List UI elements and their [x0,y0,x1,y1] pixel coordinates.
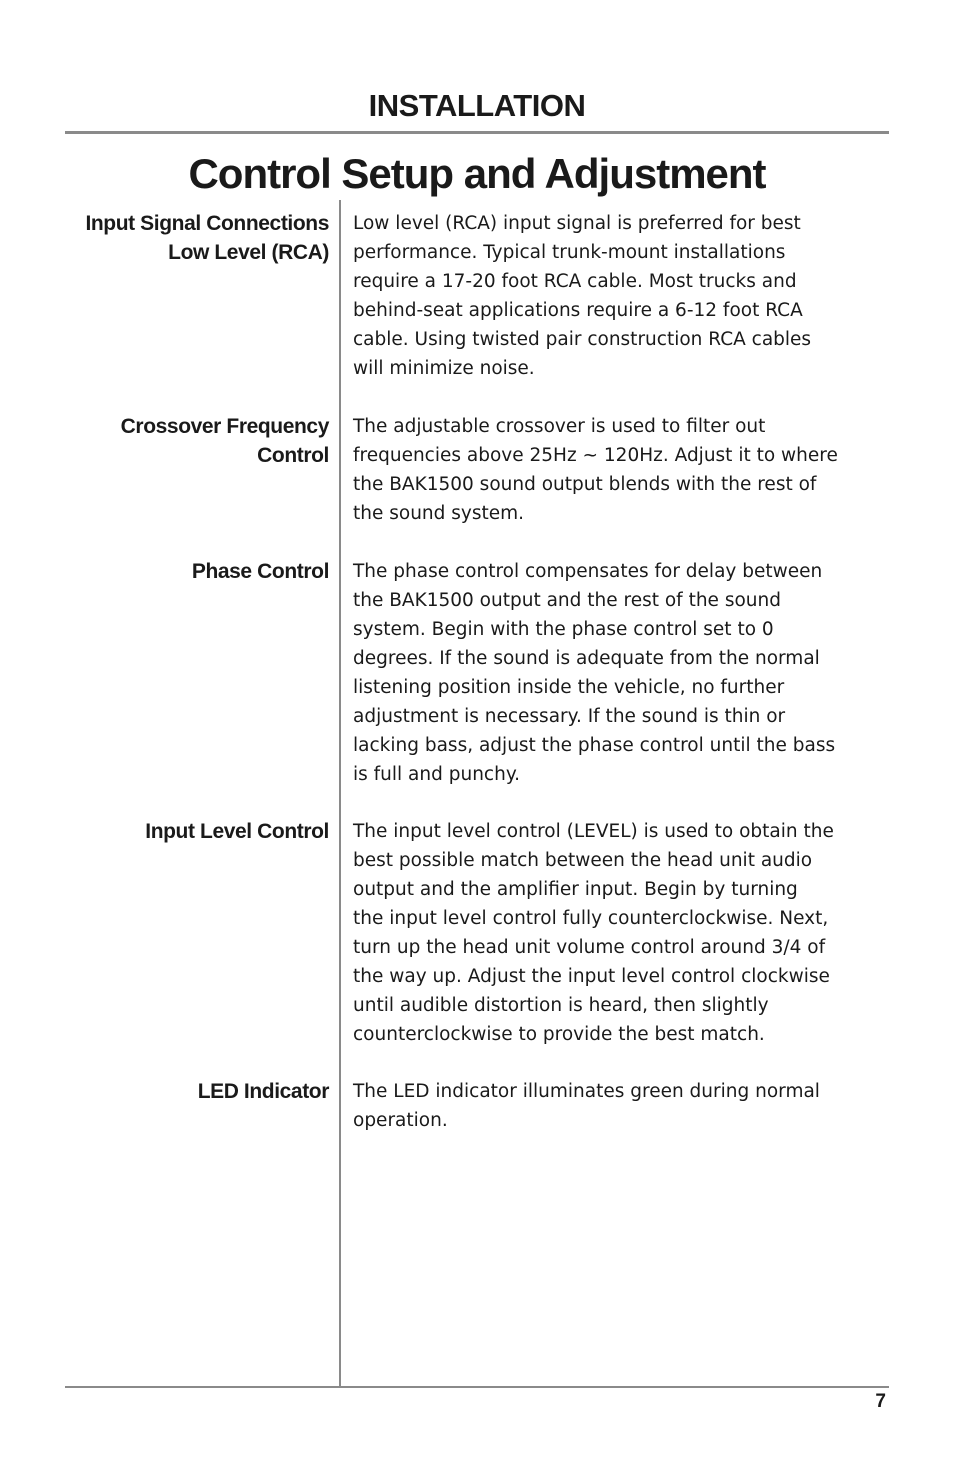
body-line: adjustment is necessary. If the sound is thin or [353,706,786,727]
label-phase-control [39,557,329,586]
body-line: is full and punchy. [353,764,521,785]
body-line: The adjustable crossover is used to filter out [353,416,766,437]
body-line: the way up. Adjust the input level control clockwise [353,966,830,987]
body-line: frequencies above 25Hz ~ 120Hz. Adjust it to where [353,445,838,466]
body-line: require a 17-20 foot RCA cable. Most trucks and [353,271,797,292]
body-line: Low level (RCA) input signal is preferred for best [353,213,801,234]
body-line: listening position inside the vehicle, no further [353,677,785,698]
label-crossover-frequency-control [39,412,329,470]
body-line: degrees. If the sound is adequate from the normal [353,648,820,669]
label-line: Input Level Control [145,820,329,843]
body-line: output and the amplifier input. Begin by turning [353,879,798,900]
page-title: Control Setup and Adjustment [188,150,766,197]
label-line: Control [257,444,329,467]
label-led-indicator [39,1077,329,1106]
top-divider [65,131,889,134]
label-line: Input Signal Connections [85,212,329,235]
body-input-signal-connections [353,209,883,383]
body-line: cable. Using twisted pair construction RCA cables [353,329,812,350]
bottom-divider [65,1386,889,1388]
body-line: turn up the head unit volume control around 3/4 of [353,937,826,958]
body-crossover-frequency-control [353,412,883,528]
body-line: will minimize noise. [353,358,535,379]
body-line: system. Begin with the phase control set to 0 [353,619,774,640]
body-line: the BAK1500 sound output blends with the rest of [353,474,817,495]
column-divider [339,200,341,1387]
label-line: Low Level (RCA) [168,241,329,264]
body-line: lacking bass, adjust the phase control until the bass [353,735,836,756]
body-line: the sound system. [353,503,525,524]
body-line: The input level control (LEVEL) is used to obtain the [353,821,834,842]
body-led-indicator [353,1077,883,1135]
body-line: The phase control compensates for delay between [353,561,823,582]
body-line: performance. Typical trunk-mount installations [353,242,786,263]
label-line: Phase Control [191,560,329,583]
label-input-level-control [39,817,329,846]
body-line: counterclockwise to provide the best match. [353,1024,765,1045]
page-number: 7 [875,1391,886,1412]
body-line: behind-seat applications require a 6-12 foot RCA [353,300,803,321]
body-phase-control [353,557,883,789]
label-line: LED Indicator [197,1080,329,1103]
label-input-signal-connections [39,209,329,267]
body-line: the input level control fully counterclockwise. Next, [353,908,829,929]
body-line: the BAK1500 output and the rest of the sound [353,590,781,611]
body-line: until audible distortion is heard, then slightly [353,995,769,1016]
body-input-level-control [353,817,883,1049]
label-line: Crossover Frequency [120,415,329,438]
body-line: The LED indicator illuminates green during normal [353,1081,820,1102]
body-line: best possible match between the head unit audio [353,850,813,871]
section-header: INSTALLATION [368,88,586,123]
body-line: operation. [353,1110,448,1131]
